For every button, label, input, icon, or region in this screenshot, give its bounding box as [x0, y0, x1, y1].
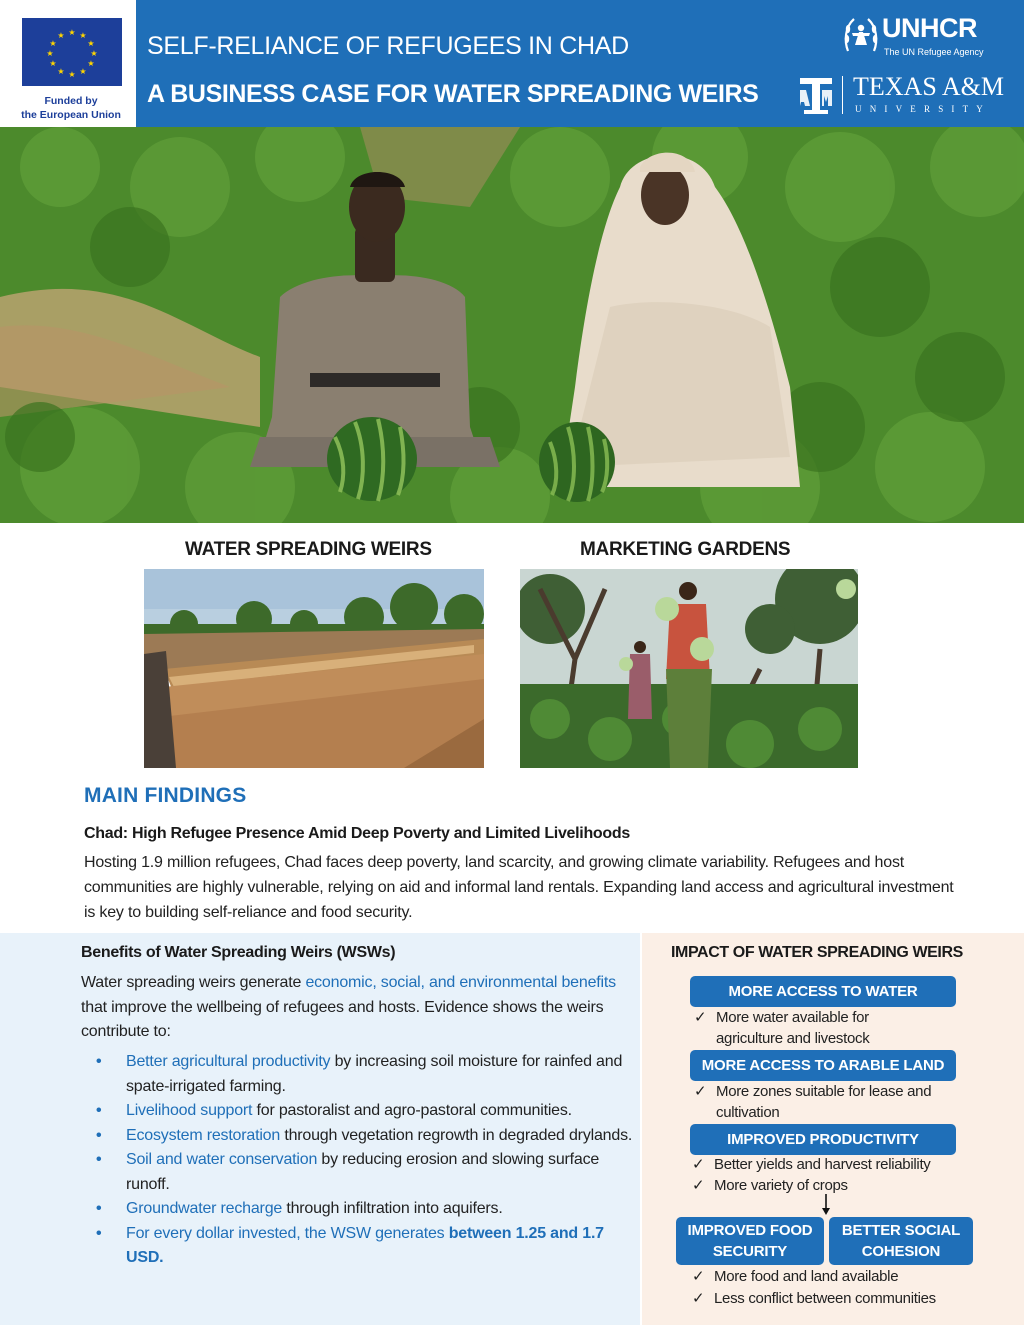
benefits-intro-highlight: economic, social, and environmental benefits: [305, 974, 616, 991]
hero-photo-farmers-watermelons: [0, 127, 1024, 523]
impact-pill-land: MORE ACCESS TO ARABLE LAND: [690, 1050, 956, 1081]
svg-text:★: ★: [46, 49, 54, 58]
tamu-wordmark: TEXAS A&M: [853, 72, 1004, 101]
svg-text:★: ★: [90, 49, 98, 58]
eu-funding-box: [0, 0, 136, 127]
svg-text:★: ★: [79, 67, 87, 76]
impact-check-text: More water available for agriculture and livestock: [716, 1009, 870, 1047]
check-icon: ✓: [694, 1009, 707, 1026]
list-item: [96, 1099, 636, 1124]
weir-photo: [144, 569, 484, 768]
benefit-text: for pastoralist and agro-pastoral communities.: [252, 1102, 572, 1119]
benefit-highlight: Livelihood support: [126, 1102, 253, 1119]
tamu-atm-icon: [798, 76, 834, 116]
list-item: [96, 1148, 636, 1197]
check-icon: ✓: [694, 1083, 707, 1100]
eu-flag-icon: [22, 18, 122, 86]
benefit-highlight: Groundwater recharge: [126, 1200, 283, 1217]
impact-check-final-2: [692, 1289, 1012, 1310]
svg-text:★: ★: [68, 28, 76, 37]
svg-text:★: ★: [87, 39, 95, 48]
list-item: [96, 1050, 636, 1099]
benefit-highlight: Soil and water conservation: [126, 1151, 318, 1168]
down-arrow-icon: [821, 1194, 831, 1216]
benefit-text: through infiltration into aquifers.: [282, 1200, 503, 1217]
main-findings-heading: MAIN FINDINGS: [84, 784, 247, 807]
impact-check-land: [694, 1082, 944, 1123]
benefit-text: by reducing erosion and slowing surface runoff.: [126, 1151, 600, 1193]
header-banner: [0, 0, 1024, 127]
impact-check-text: More food and land available: [714, 1268, 899, 1285]
benefits-intro-text: Water spreading weirs generate: [81, 974, 306, 991]
unhcr-emblem-icon: [842, 15, 880, 55]
check-icon: ✓: [692, 1268, 705, 1285]
gallery-label-weirs: WATER SPREADING WEIRS: [185, 539, 432, 560]
benefit-text: through vegetation regrowth in degraded drylands.: [280, 1126, 633, 1144]
svg-text:★: ★: [87, 59, 95, 68]
benefits-intro: [81, 971, 633, 1045]
main-findings-subheading: Chad: High Refugee Presence Amid Deep Poverty and Limited Livelihoods: [84, 825, 630, 842]
impact-check-water: [694, 1008, 924, 1049]
check-icon: ✓: [692, 1290, 705, 1307]
impact-check-productivity-2: [692, 1176, 1012, 1197]
main-findings-paragraph: Hosting 1.9 million refugees, Chad faces deep poverty, land scarcity, and growing climate variability. Refugees and host communities are highly vulnerable, relying on aid and informal land rentals. Expanding land access and agricultural investment is key to building self-reliance and food security.: [84, 854, 954, 921]
impact-check-final-1: [692, 1267, 1012, 1288]
list-item: [96, 1124, 636, 1149]
eu-funding-caption: [6, 94, 136, 122]
tamu-divider: [842, 76, 843, 114]
list-item: [96, 1222, 636, 1271]
svg-text:★: ★: [57, 67, 65, 76]
benefits-intro-text-end: that improve the wellbeing of refugees and hosts. Evidence shows the weirs contribute to:: [81, 998, 604, 1040]
svg-text:★: ★: [57, 31, 65, 40]
benefit-highlight: For every dollar invested, the WSW generates: [126, 1224, 449, 1242]
impact-check-text: More variety of crops: [714, 1177, 848, 1194]
svg-text:★: ★: [49, 59, 57, 68]
tamu-university-label: UNIVERSITY: [855, 104, 991, 114]
bullet-icon: •: [96, 1102, 102, 1119]
impact-check-text: Better yields and harvest reliability: [714, 1156, 931, 1173]
benefit-highlight: Ecosystem restoration: [126, 1126, 281, 1144]
document-title: SELF-RELIANCE OF REFUGEES IN CHAD: [147, 32, 629, 60]
benefits-title: Benefits of Water Spreading Weirs (WSWs): [81, 944, 396, 961]
unhcr-wordmark: UNHCR: [882, 13, 977, 43]
check-icon: ✓: [692, 1177, 705, 1194]
impact-check-productivity-1: [692, 1155, 1012, 1176]
eu-caption-line2: the European Union: [21, 109, 121, 121]
impact-pill-food-security: IMPROVED FOOD SECURITY: [676, 1217, 824, 1265]
bullet-icon: •: [96, 1151, 102, 1168]
benefits-list: [96, 1050, 636, 1271]
impact-check-text: Less conflict between communities: [714, 1290, 936, 1307]
list-item: [96, 1197, 636, 1222]
impact-pill-productivity: IMPROVED PRODUCTIVITY: [690, 1124, 956, 1155]
impact-check-text: More zones suitable for lease and cultivation: [716, 1083, 932, 1121]
check-icon: ✓: [692, 1156, 705, 1173]
gallery-label-gardens: MARKETING GARDENS: [580, 539, 791, 560]
bullet-icon: •: [96, 1224, 102, 1242]
svg-text:★: ★: [79, 31, 87, 40]
benefit-return-value: between 1.25 and 1.7 USD.: [126, 1224, 604, 1266]
garden-photo: [520, 569, 858, 768]
impact-title: IMPACT OF WATER SPREADING WEIRS: [671, 944, 963, 961]
bullet-icon: •: [96, 1200, 102, 1217]
document-subtitle: A BUSINESS CASE FOR WATER SPREADING WEIRS: [147, 80, 759, 108]
benefit-highlight: Better agricultural productivity: [126, 1053, 331, 1070]
impact-pill-social-cohesion: BETTER SOCIAL COHESION: [829, 1217, 973, 1265]
bullet-icon: •: [96, 1053, 102, 1070]
impact-pill-water: MORE ACCESS TO WATER: [690, 976, 956, 1007]
bullet-icon: •: [96, 1126, 102, 1144]
svg-text:★: ★: [68, 70, 76, 79]
unhcr-tagline: The UN Refugee Agency: [884, 47, 984, 57]
eu-caption-line1: Funded by: [44, 95, 98, 107]
unhcr-logo: [842, 13, 992, 63]
svg-text:★: ★: [49, 39, 57, 48]
benefit-text: by increasing soil moisture for rainfed and spate-irrigated farming.: [126, 1053, 623, 1095]
